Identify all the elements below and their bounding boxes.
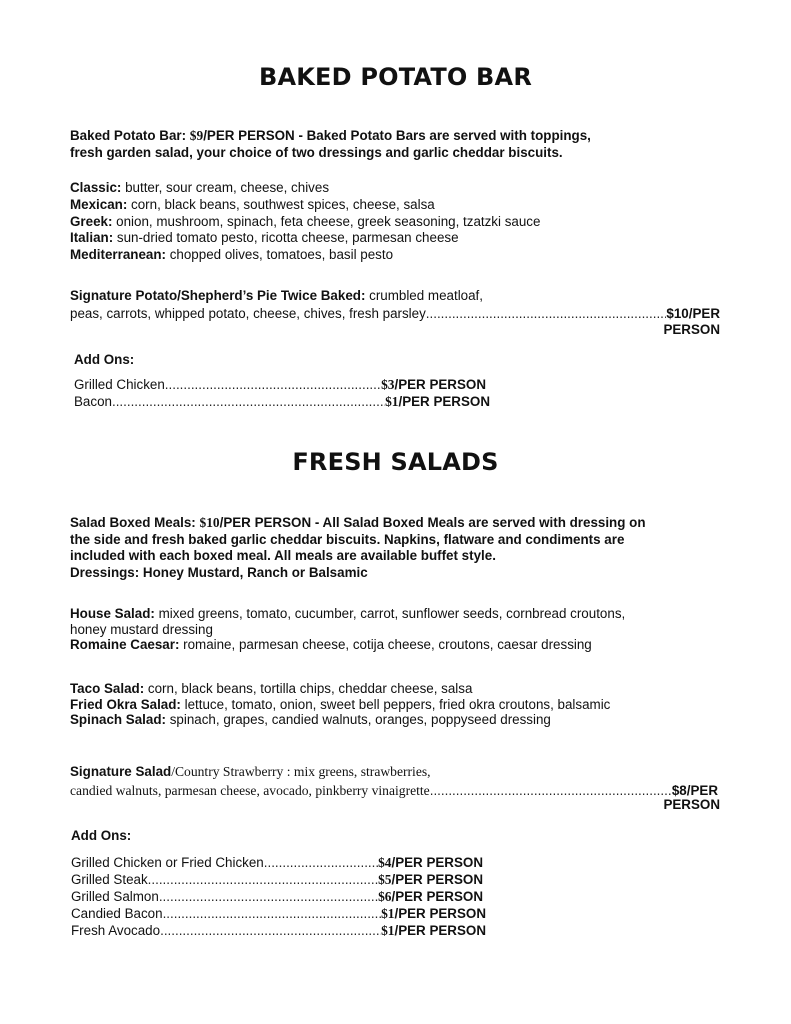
variety-name: Mediterranean: — [70, 247, 166, 263]
salads-signature-price-row — [70, 782, 718, 799]
salad-name: Taco Salad: — [70, 681, 145, 696]
addon-price-suffix: /PER PERSON — [394, 377, 486, 392]
potato-signature-desc-2: peas, carrots, whipped potato, cheese, chives, fresh parsley — [70, 306, 426, 321]
salads-intro-price-suffix: /PER PERSON — [219, 515, 312, 530]
leader-dots — [430, 782, 672, 799]
list-item — [70, 214, 540, 231]
salads-addon-row — [71, 854, 483, 871]
leader-dots — [160, 922, 381, 939]
salad-name: Romaine Caesar: — [70, 637, 180, 652]
addon-price: $1 — [385, 394, 399, 409]
potato-intro-label: Baked Potato Bar: — [70, 128, 190, 143]
salads-addon-row — [71, 888, 483, 905]
salads-intro-text-2: the side and fresh baked garlic cheddar biscuits. Napkins, flatware and condiments are — [70, 531, 625, 547]
potato-signature-price-row — [70, 305, 720, 322]
salads-intro — [70, 515, 646, 581]
list-item — [70, 606, 625, 622]
salads-addon-row — [71, 905, 486, 922]
addon-price: $6 — [378, 889, 392, 904]
potato-intro — [70, 128, 591, 161]
addon-price-suffix: /PER PERSON — [394, 923, 486, 938]
addon-price: $3 — [381, 377, 395, 392]
addon-name: Grilled Chicken — [74, 377, 165, 392]
list-item — [70, 197, 540, 214]
addon-name: Candied Bacon — [71, 906, 163, 921]
salads-signature-desc: /Country Strawberry : mix greens, strawberries, — [171, 764, 431, 779]
potato-addons-title: Add Ons: — [74, 352, 135, 367]
potato-intro-price-suffix: /PER PERSON — [203, 128, 295, 143]
salads-section-title: FRESH SALADS — [292, 448, 499, 476]
salads-signature-name: Signature Salad — [70, 764, 172, 779]
list-item — [70, 697, 610, 713]
salad-desc: spinach, grapes, candied walnuts, oranges, poppyseed dressing — [166, 712, 551, 727]
leader-dots — [112, 393, 385, 410]
salads-addons-title: Add Ons: — [71, 828, 132, 843]
leader-dots — [426, 305, 667, 322]
addon-price-suffix: /PER PERSON — [394, 906, 486, 921]
salads-signature-price-unit: PERSON — [663, 797, 720, 812]
potato-intro-price: $9 — [189, 128, 204, 143]
potato-signature-name: Signature Potato/Shepherd’s Pie Twice Baked: — [70, 288, 366, 303]
potato-signature — [70, 288, 483, 305]
list-item — [70, 681, 610, 697]
salads-addon-row — [71, 871, 483, 888]
potato-signature-price: $10/PER — [666, 306, 720, 321]
salad-desc: mixed greens, tomato, cucumber, carrot, sunflower seeds, cornbread croutons, — [154, 606, 626, 621]
addon-price: $1 — [381, 923, 395, 938]
potato-addon-row — [74, 376, 486, 393]
salads-signature — [70, 764, 431, 781]
addon-price: $4 — [378, 855, 392, 870]
salads-signature-desc-2: candied walnuts, parmesan cheese, avocado, pinkberry vinaigrette — [70, 783, 430, 798]
potato-intro-text-2: fresh garden salad, your choice of two dressings and garlic cheddar biscuits. — [70, 144, 563, 160]
variety-name: Greek: — [70, 213, 113, 229]
potato-section-title: BAKED POTATO BAR — [258, 63, 533, 91]
salad-name: Fried Okra Salad: — [70, 696, 181, 712]
variety-desc: chopped olives, tomatoes, basil pesto — [166, 247, 394, 263]
potato-varieties-list — [70, 180, 540, 264]
leader-dots — [148, 871, 378, 888]
salad-name: Spinach Salad: — [70, 712, 166, 727]
variety-name: Classic: — [70, 180, 122, 195]
salads-group-2 — [70, 681, 610, 728]
list-item — [70, 230, 540, 247]
salad-desc: lettuce, tomato, onion, sweet bell peppers, fried okra croutons, balsamic — [180, 696, 611, 712]
salads-intro-text: - All Salad Boxed Meals are served with dressing on — [311, 515, 646, 530]
addon-name: Bacon — [74, 394, 112, 409]
potato-signature-price-unit: PERSON — [663, 322, 720, 337]
addon-name: Grilled Salmon — [71, 889, 159, 904]
addon-price-suffix: /PER PERSON — [391, 872, 483, 887]
salads-dressings: Dressings: Honey Mustard, Ranch or Balsamic — [70, 564, 368, 580]
variety-desc: sun-dried tomato pesto, ricotta cheese, parmesan cheese — [113, 230, 459, 246]
addon-name: Grilled Chicken or Fried Chicken — [71, 855, 264, 870]
salad-desc: corn, black beans, tortilla chips, cheddar cheese, salsa — [144, 681, 473, 696]
variety-desc: onion, mushroom, spinach, feta cheese, greek seasoning, tzatzki sauce — [112, 213, 541, 229]
addon-name: Fresh Avocado — [71, 923, 161, 938]
potato-addon-row — [74, 393, 490, 410]
salads-intro-price: $10 — [199, 515, 220, 530]
leader-dots — [165, 376, 381, 393]
addon-price-suffix: /PER PERSON — [391, 855, 483, 870]
potato-intro-text: - Baked Potato Bars are served with toppings, — [294, 128, 591, 143]
addon-name: Grilled Steak — [71, 872, 148, 887]
salads-group-1 — [70, 606, 625, 653]
list-item — [70, 247, 540, 264]
addon-price: $5 — [378, 872, 392, 887]
salads-addon-row — [71, 922, 486, 939]
leader-dots — [163, 905, 382, 922]
salads-signature-price: $8/PER — [671, 783, 718, 798]
addon-price-suffix: /PER PERSON — [391, 889, 483, 904]
salads-intro-label: Salad Boxed Meals: — [70, 515, 200, 530]
salads-intro-text-3: included with each boxed meal. All meals are available buffet style. — [70, 548, 496, 564]
variety-desc: butter, sour cream, cheese, chives — [121, 180, 330, 195]
addon-price: $1 — [381, 906, 395, 921]
variety-name: Mexican: — [70, 196, 128, 212]
list-item — [70, 712, 610, 728]
salad-desc-cont: honey mustard dressing — [70, 621, 213, 637]
list-item — [70, 637, 625, 653]
salad-name: House Salad: — [70, 606, 155, 621]
variety-name: Italian: — [70, 230, 114, 246]
leader-dots — [159, 888, 378, 905]
potato-signature-desc: crumbled meatloaf, — [365, 288, 483, 303]
variety-desc: corn, black beans, southwest spices, cheese, salsa — [127, 196, 435, 212]
list-item — [70, 180, 540, 197]
addon-price-suffix: /PER PERSON — [398, 394, 490, 409]
salad-desc: romaine, parmesan cheese, cotija cheese, croutons, caesar dressing — [179, 637, 592, 652]
leader-dots — [264, 854, 378, 871]
